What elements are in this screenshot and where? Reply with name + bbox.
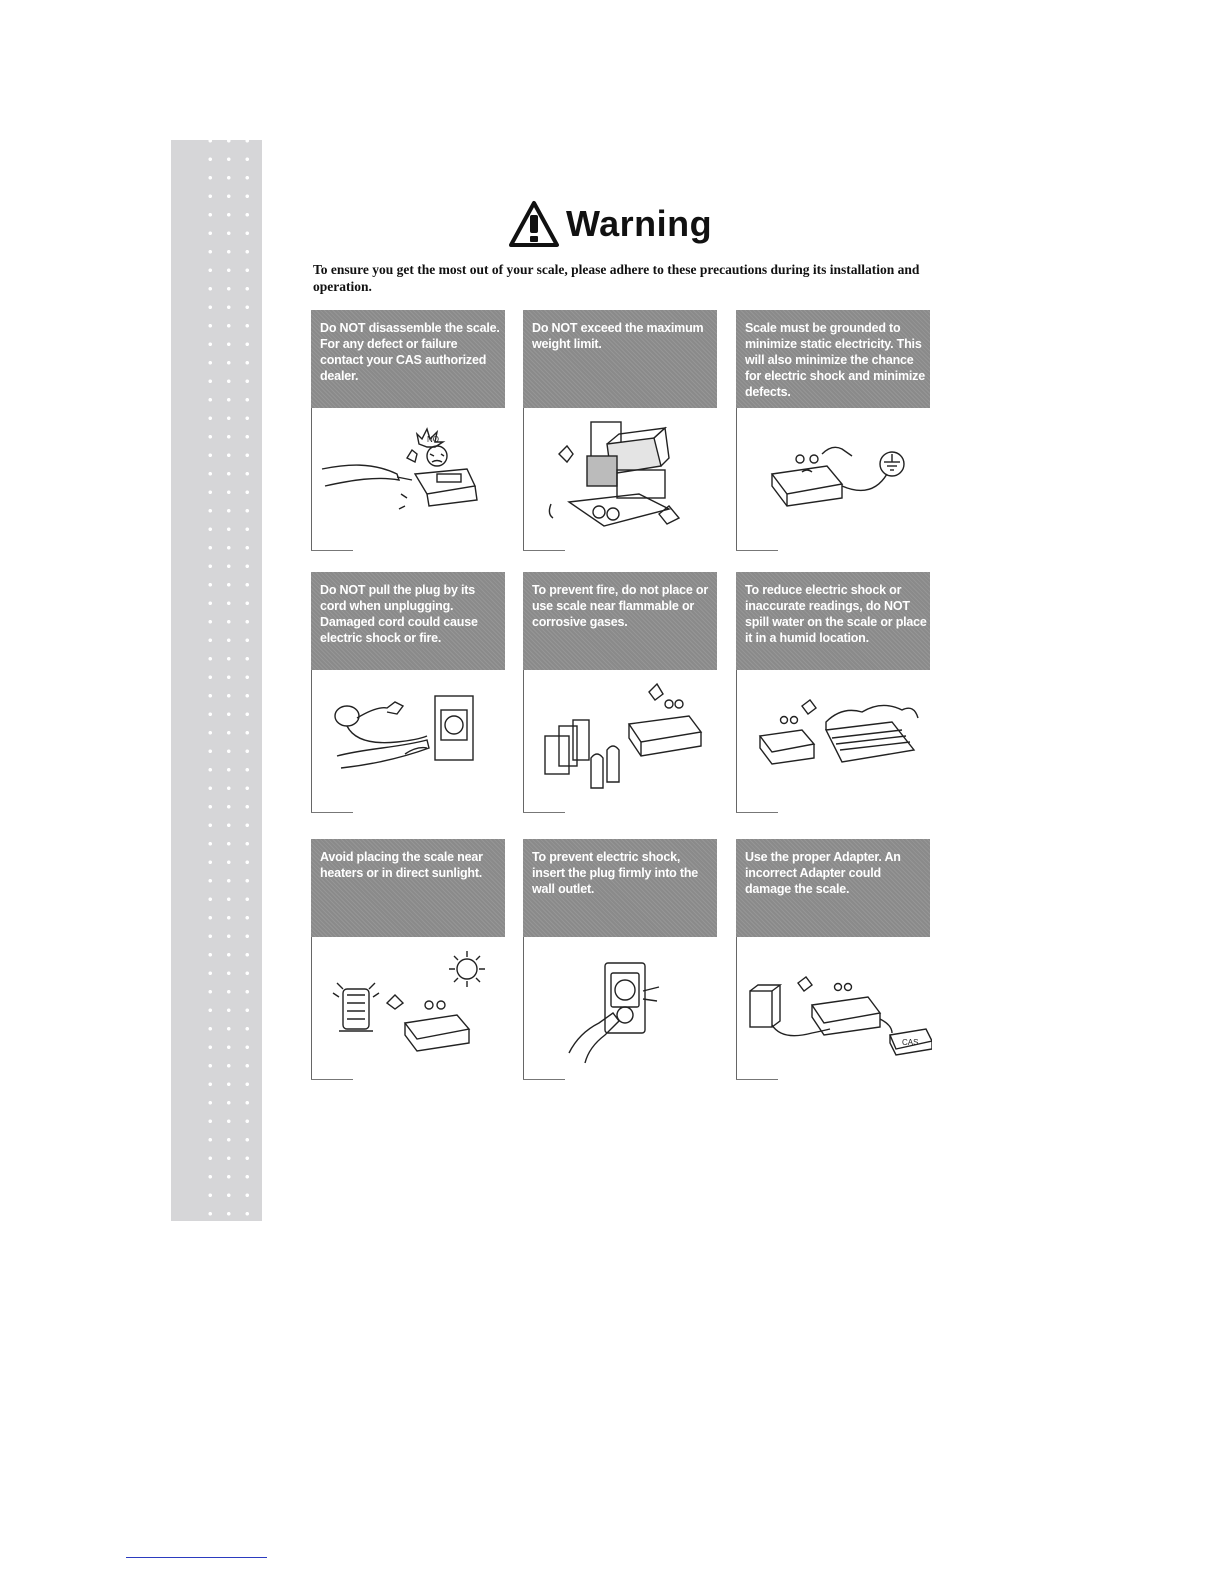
card-text: Avoid placing the scale near heaters or in direct sunlight. (311, 839, 505, 937)
page-title (508, 198, 712, 250)
no-badge: NO (427, 435, 439, 444)
warning-card-plug-outlet (523, 839, 717, 1080)
card-text: To prevent fire, do not place or use scale near flammable or corrosive gases. (523, 572, 717, 670)
card-border (736, 670, 737, 813)
humid-illustration (742, 676, 932, 806)
card-border (311, 937, 312, 1080)
adapter-label: CAS (902, 1038, 919, 1047)
warning-card-flammable (523, 572, 717, 813)
card-text: Scale must be grounded to minimize static electricity. This will also minimize the chance for electric shock and minimize defects. (736, 310, 930, 408)
card-border-bottom (736, 812, 778, 813)
card-border (523, 937, 524, 1080)
card-border-bottom (311, 550, 353, 551)
card-border-bottom (523, 1079, 565, 1080)
sidebar-right-band (252, 140, 262, 1221)
heater-sunlight-illustration (317, 943, 497, 1073)
overload-illustration (529, 414, 709, 544)
card-text: Do NOT exceed the maximum weight limit. (523, 310, 717, 408)
card-border (736, 408, 737, 551)
footer-link-line (126, 1557, 267, 1558)
card-border-bottom (523, 812, 565, 813)
intro-text: To ensure you get the most out of your scale, please adhere to these precautions during its installation and operation. (313, 262, 920, 294)
warning-card-heater (311, 839, 505, 1080)
adapter-illustration (742, 943, 932, 1073)
warning-card-adapter (736, 839, 930, 1080)
card-border (311, 670, 312, 813)
warning-card-max-weight (523, 310, 717, 551)
disassemble-illustration (317, 414, 497, 544)
warning-card-grounded (736, 310, 930, 551)
card-text: Use the proper Adapter. An incorrect Adapter could damage the scale. (736, 839, 930, 937)
plug-outlet-illustration (529, 943, 709, 1073)
sidebar-left-band (171, 140, 197, 1221)
plug-cord-illustration (317, 676, 497, 806)
warning-card-disassemble (311, 310, 505, 551)
card-border (523, 408, 524, 551)
ground-illustration (742, 414, 932, 544)
card-border (736, 937, 737, 1080)
card-border (311, 408, 312, 551)
card-border-bottom (736, 1079, 778, 1080)
warning-triangle-icon (508, 200, 560, 248)
card-border-bottom (311, 812, 353, 813)
card-text: To prevent electric shock, insert the plug firmly into the wall outlet. (523, 839, 717, 937)
warning-card-humid (736, 572, 930, 813)
card-text: Do NOT pull the plug by its cord when unplugging. Damaged cord could cause electric shock or fire. (311, 572, 505, 670)
card-border (523, 670, 524, 813)
card-border-bottom (311, 1079, 353, 1080)
title-text: Warning (566, 203, 713, 244)
card-border-bottom (736, 550, 778, 551)
card-border-bottom (523, 550, 565, 551)
flammable-illustration (529, 676, 709, 806)
card-text: Do NOT disassemble the scale. For any defect or failure contact your CAS authorized dealer. (311, 310, 505, 408)
card-text: To reduce electric shock or inaccurate readings, do NOT spill water on the scale or place it in a humid location. (736, 572, 930, 670)
warning-card-plug-cord (311, 572, 505, 813)
